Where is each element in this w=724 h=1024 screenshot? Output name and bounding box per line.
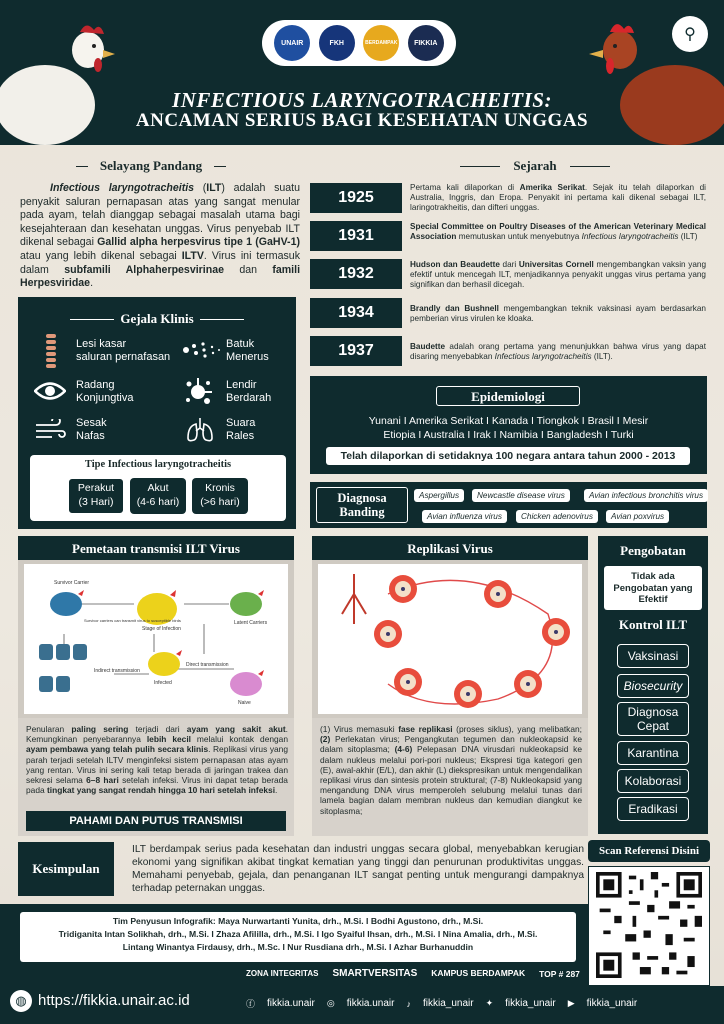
tiktok-link[interactable]: fikkia_unair [423,998,474,1009]
title-line-2: ANCAMAN SERIUS BAGI KESEHATAN UNGGAS [135,110,589,131]
banding-tag-2: Newcastle disease virus [472,489,570,502]
epidemiologi-heading: Epidemiologi [471,389,545,404]
gejala-heading: Gejala Klinis [120,311,194,326]
year-1934: 1934 [310,298,402,328]
zona-integritas-badge: ZONA INTEGRITAS [246,969,319,978]
gejala-label-2: Batuk Menerus [226,338,269,363]
trachea-icon [40,334,62,368]
history-1937: Baudette adalah orang pertama yang menunjukkan bahwa virus yang dapat disaring menyebabkan Infectious laryngotracheitis (ILT). [410,342,706,361]
badge-row [246,968,580,979]
overview-heading: Selayang Pandang [99,158,203,173]
cough-icon [182,338,222,362]
banding-tag-1: Aspergillus [414,489,464,502]
history-1925: Pertama kali dilaporkan di Amerika Serikat. Sejak itu telah dilaporkan di Australia, Inggris, dan Eropa. Penyakit ini pertama kali dikenal sebagai ILT, laringotrakheitis, dan difteri unggas. [410,183,707,212]
transmission-diagram [24,564,288,714]
label-stage: Stage of Infection [142,626,181,632]
youtube-icon: ▶ [567,998,575,1008]
facebook-icon: ⓕ [246,999,256,1009]
banding-heading: Diagnosa Banding [337,491,387,519]
credits-line-1: Tim Penyusun Infografik: Maya Nurwartanti Yunita, drh., M.Si. I Bodhi Agustono, drh., M.Si. [112,916,484,926]
trachea-logo-icon: ⚲ [672,16,708,52]
wind-icon [34,419,66,441]
transmisi-heading: Pemetaan transmisi ILT Virus [72,541,240,556]
pengobatan-text: Tidak ada Pengobatan yang Efektif [604,566,702,610]
kontrol-heading: Kontrol ILT [618,617,688,632]
label-note1: Survivor carriers can transmit virus to susceptible birds [84,618,181,623]
unair-logo: UNAIR [274,25,310,61]
instagram-link[interactable]: fikkia.unair [346,998,395,1009]
banding-tag-4: Avian influenza virus [422,510,507,523]
gejala-label-3: Radang Konjungtiva [76,379,134,404]
lungs-icon [186,416,214,444]
history-1932: Hudson dan Beaudette dari Universitas Cornell mengembangkan vaksin yang efektif untuk mencegah ILT, menjadikannya penyakit unggas virus pertama yang signifikan dan berhasil dicegah. [410,260,707,289]
history-1934: Brandly dan Bushnell mengembangkan teknik vaksinasi ayam berdasarkan pemberian virus virulen ke kloaka. [410,304,706,323]
blood-splat-icon [184,378,212,406]
label-survivor: Survivor Carrier [54,580,90,586]
facebook-link[interactable]: fikkia.unair [267,998,315,1009]
transmisi-banner: PAHAMI DAN PUTUS TRANSMISI [26,811,286,831]
credits-line-3: Lintang Winantya Firdausy, drh., M.Sc. I Nur Rusdiana drh., M.Si. I Azhar Burhanuddin [122,942,474,952]
tiktok-icon: ♪ [406,998,411,1009]
youtube-link[interactable]: fikkia_unair [586,998,638,1009]
replikasi-heading: Replikasi Virus [407,541,493,556]
replication-diagram [318,564,582,714]
kesimpulan-text: ILT berdampak serius pada kesehatan dan industri unggas secara global, menyebabkan kerugian ekonomi yang signifikan akibat tingkat kematian yang tinggi dan penurunan produktivitas unggas. Memahami penyebab, gejala, dan penanganan ILT sangat penting untuk mengurangi dampaknya terhadap peternakan unggas. [132,844,584,894]
banding-tag-6: Avian poxvirus [606,510,669,523]
gejala-label-6: Suara Rales [226,417,256,442]
fkh-logo: FKH [319,25,355,61]
kontrol-eradikasi: Eradikasi [617,797,689,821]
overview-text: Infectious laryngotracheitis (ILT) adalah suatu penyakit saluran pernapasan atas yang sangat menular pada ayam, telah dianggap sebagai masalah utama bagi kesejahteraan dan kesehatan unggas. Virus penyebab ILT dikenal sebagai Gallid alpha herpesvirus tipe 1 (GaHV-1) atau yang lebih dikenal sebagai ILTV. Virus ini termasuk dalam subfamili Alphaherpesvirinae dan famili Herpesviridae. [20,182,301,290]
partner-logos [262,20,456,66]
gejala-label-1: Lesi kasar saluran pernafasan [76,338,171,363]
twitter-icon: ✦ [485,998,494,1008]
kampus-berdampak-badge: KAMPUS BERDAMPAK [431,968,526,978]
sejarah-heading: Sejarah [513,158,557,173]
credits-line-2: Tridiganita Intan Solikhah, drh., M.Si. I Zhaza Afililla, drh., M.Si. I Igo Syaiful Ihsan, drh., M.Si. I Nina Amalia, drh., M.Si. [58,929,538,939]
globe-icon: ◍ [10,990,32,1012]
banding-tag-3: Avian infectious bronchitis virus [584,489,708,502]
replikasi-text: (1) Virus memasuki fase replikasi (proses siklus), yang melibatkan; (2) Perlekatan virus; Pengangkutan tegumen dan nukleokapsid ke dalam sitoplasma; (4-6) Pelepasan DNA virusdari nukleokapsid ke dalam nukleus melalui pori-pori nukleus; Ekspresi tiga kategori gen (E), awal-akhir (E/L), dan akhir (L) diekspresikan untuk mengendalikan replikasi virus dan sintesis protein struktural; (7-8) Nukleokapsid yang mengandung DNA virus memperoleh selubung melalui tunas dari lamela bagian dalam membran nukleus dan kemudian diangkut ke sitoplasma; [320,724,583,816]
epidemiologi-note: Telah dilaporkan di setidaknya 100 negara antara tahun 2000 - 2013 [326,447,690,465]
instagram-icon: ◎ [326,998,335,1008]
website-link[interactable]: https://fikkia.unair.ac.id [38,992,190,1009]
smartversitas-badge: SMARTVERSITAS [332,968,418,979]
fikkia-logo: FIKKIA [408,25,444,61]
kesimpulan-heading: Kesimpulan [18,842,114,896]
year-1932: 1932 [310,259,402,289]
kontrol-diagnosa: Diagnosa Cepat [617,702,689,736]
qr-code-icon[interactable] [596,872,702,978]
countries-line-1: Yunani I Amerika Serikat I Kanada I Tiongkok I Brasil I Mesir [368,415,649,427]
title-line-1: INFECTIOUS LARYNGOTRACHEITIS: [172,88,552,112]
social-row [246,997,637,1010]
gejala-label-5: Sesak Nafas [76,417,107,442]
gejala-label-4: Lendir Berdarah [226,379,272,404]
label-latent: Latent Carriers [234,620,268,626]
kontrol-vaksinasi: Vaksinasi [617,644,689,668]
kontrol-biosecurity: Biosecurity [617,674,689,698]
twitter-link[interactable]: fikkia_unair [505,998,556,1009]
berdampak-logo: BERDAMPAK [363,25,399,61]
transmisi-text: Penularan paling sering terjadi dari ayam yang sakit akut. Kemungkinan penyebarannya lebih kecil melalui kontak dengan ayam pembawa yang telah pulih secara klinis. Replikasi virus yang parah terjadi setelah ILTV menginfeksi sistem pernapasan atas ayam yang rentan. Virus ini sering kali tetap berada di jaringan trakea dan sekresi selama 6–8 hari setelah infeksi. Virus ini dapat tetap berada pada tingkat yang sangat rendah hingga 10 hari setelah infeksi. [26,724,288,796]
pengobatan-heading: Pengobatan [620,543,686,558]
scan-label: Scan Referensi Disini [588,840,710,862]
tipe-title: Tipe Infectious laryngotracheitis [84,459,232,470]
label-infected: Infected [154,680,172,686]
kontrol-karantina: Karantina [617,741,689,765]
countries-line-2: Etiopia I Australia I Irak I Namibia I Bangladesh I Turki [383,429,634,441]
label-direct: Direct transmission [186,662,229,668]
label-naive: Naive [238,700,251,706]
year-1931: 1931 [310,221,402,251]
history-1931: Special Committee on Poultry Diseases of the American Veterinary Medical Association memutuskan untuk menyebutnya Infectious laryngotracheitis (ILT) [410,222,706,241]
eye-icon [34,380,66,402]
kontrol-kolaborasi: Kolaborasi [617,769,689,793]
banding-tag-5: Chicken adenovirus [516,510,598,523]
year-1937: 1937 [310,336,402,366]
year-1925: 1925 [310,183,402,213]
top-rank-badge: TOP # 287 [539,968,580,979]
label-indirect: Indirect transmission [94,668,140,674]
